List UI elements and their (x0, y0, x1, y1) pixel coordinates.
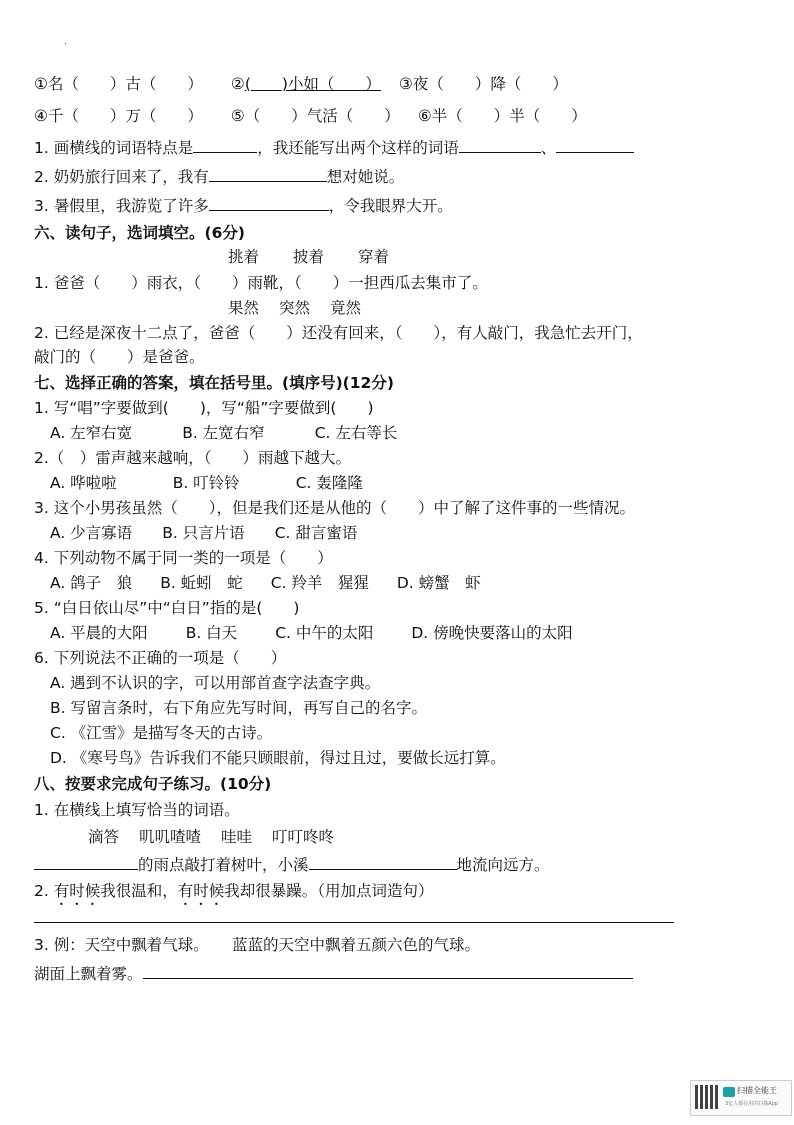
word-option: 果然 (228, 299, 260, 317)
s7-q1-options (50, 422, 397, 444)
word-option: 叽叽喳喳 (139, 828, 202, 846)
option-a: A. 鸽子 狼 (50, 574, 133, 592)
section-8-title: 八、按要求完成句子练习。(10分) (34, 775, 272, 793)
s8-q3-prompt: 湖面上飘着雾。 (34, 965, 143, 983)
s8-q1-text-a: 的雨点敲打着树叶，小溪 (138, 856, 309, 874)
s8-word-bank (88, 826, 334, 848)
s8-q3-line (34, 962, 633, 985)
option-b: B. 只言片语 (162, 524, 245, 542)
word-option: 竟然 (330, 299, 362, 317)
word-option: 哇哇 (221, 828, 253, 846)
s7-question-6: 6. 下列说法不正确的一项是（ ） (34, 649, 287, 667)
word-option: 挑着 (228, 248, 260, 266)
option-c: C. 甜言蜜语 (274, 524, 358, 542)
word-option: 叮叮咚咚 (272, 828, 335, 846)
s7-q3-options (50, 522, 357, 544)
option-b: B. 叮铃铃 (172, 474, 240, 492)
s7-q6-option-b: B. 写留言条时，右下角应先写时间，再写自己的名字。 (50, 699, 427, 717)
scanner-watermark (690, 1080, 792, 1116)
word-bank-1 (228, 246, 389, 268)
section-6-sentence-1: 1. 爸爸（ ）雨衣，（ ）雨靴，（ ）一担西瓜去集市了。 (34, 274, 488, 292)
idiom-group-4: ④千（ ）万（ ） (34, 107, 203, 125)
q5-question-1 (34, 136, 634, 159)
option-b: B. 蚯蚓 蛇 (160, 574, 243, 592)
option-c: C. 羚羊 猩猩 (270, 574, 369, 592)
q5-q1-text-a: 1. 画横线的词语特点是 (34, 139, 194, 157)
blank-line[interactable] (459, 136, 541, 153)
dotted-word: 有时候 (177, 882, 225, 900)
idiom-group-2: ( )小如（ ） (244, 75, 381, 93)
section-7-title: 七、选择正确的答案，填在括号里。(填序号)(12分) (34, 374, 394, 392)
q5-q1-text-b: ，我还能写出两个这样的词语 (257, 139, 459, 157)
scanner-app-tagline: 3亿人都在用的扫描App (725, 1101, 778, 1107)
idiom-row-2 (34, 105, 587, 127)
qr-code-icon (695, 1085, 719, 1109)
word-option: 滴答 (88, 828, 120, 846)
s7-q2-options (50, 472, 363, 494)
s8-q1-fill-line (34, 853, 550, 876)
section-6-sentence-2b: 敲门的（ ）是爸爸。 (34, 348, 205, 366)
blank-line[interactable] (193, 136, 257, 153)
option-d: D. 傍晚快要落山的太阳 (411, 624, 573, 642)
s7-q5-options (50, 622, 573, 644)
scanner-app-icon (723, 1087, 735, 1097)
blank-line[interactable] (309, 853, 457, 870)
section-6-title: 六、读句子，选词填空。(6分) (34, 224, 245, 242)
q5-q3-text-a: 3. 暑假里，我游览了许多 (34, 197, 209, 215)
option-b: B. 白天 (185, 624, 238, 642)
section-6-sentence-2a: 2. 已经是深夜十二点了，爸爸（ ）还没有回来，（ ），有人敲门，我急忙去开门， (34, 324, 643, 342)
option-a: A. 平晨的大阳 (50, 624, 148, 642)
s7-question-3: 3. 这个小男孩虽然（ ），但是我们还是从他的（ ）中了解了这件事的一些情况。 (34, 499, 635, 517)
q5-question-3 (34, 194, 453, 217)
idiom-group-1: ①名（ ）古（ ） (34, 75, 203, 93)
idiom-group-5: ⑤（ ）气活（ ） (230, 107, 400, 125)
word-option: 突然 (279, 299, 311, 317)
scanner-app-name: 扫描全能王 (737, 1086, 777, 1095)
s7-question-1: 1. 写“唱”字要做到( )，写“船”字要做到( ) (34, 399, 374, 417)
s7-q4-options (50, 572, 481, 594)
idiom-group-6: ⑥半（ ）半（ ） (417, 107, 587, 125)
idiom-row-1 (34, 73, 568, 95)
option-d: D. 螃蟹 虾 (396, 574, 481, 592)
s8-question-1: 1. 在横线上填写恰当的词语。 (34, 801, 240, 819)
option-c: C. 轰隆隆 (295, 474, 363, 492)
word-bank-2 (228, 297, 361, 319)
blank-line[interactable] (209, 165, 327, 182)
blank-line[interactable] (556, 136, 634, 153)
word-option: 披着 (293, 248, 325, 266)
s7-question-4: 4. 下列动物不属于同一类的一项是（ ） (34, 549, 333, 567)
s7-q6-option-d: D. 《寒号鸟》告诉我们不能只顾眼前，得过且过，要做长远打算。 (50, 749, 506, 767)
idiom-group-3: ③夜（ ）降（ ） (398, 75, 568, 93)
word-option: 穿着 (358, 248, 390, 266)
option-b: B. 左宽右窄 (182, 424, 265, 442)
blank-line[interactable] (209, 194, 329, 211)
s7-q6-option-a: A. 遇到不认识的字，可以用部首查字法查字典。 (50, 674, 381, 692)
q5-q1-text-c: 、 (540, 139, 557, 157)
s7-question-2: 2.（ ）雷声越来越响，（ ）雨越下越大。 (34, 449, 352, 467)
s8-q2-text-c: 我却很暴躁。（用加点词造句） (224, 882, 434, 900)
idiom-group-2-prefix: ② (230, 75, 245, 93)
option-a: A. 哗啦啦 (50, 474, 117, 492)
s8-q1-text-b: 地流向远方。 (456, 856, 550, 874)
dotted-word: 有时候 (53, 882, 101, 900)
answer-line[interactable] (34, 922, 674, 923)
s7-q6-option-c: C. 《江雪》是描写冬天的古诗。 (50, 724, 273, 742)
option-a: A. 左窄右宽 (50, 424, 133, 442)
s8-question-3: 3. 例：天空中飘着气球。 蓝蓝的天空中飘着五颜六色的气球。 (34, 936, 480, 954)
q5-q2-text-a: 2. 奶奶旅行回来了，我有 (34, 168, 209, 186)
s7-question-5: 5. “白日依山尽”中“白日”指的是( ) (34, 599, 300, 617)
q5-q3-text-b: ，令我眼界大开。 (328, 197, 453, 215)
q5-question-2 (34, 165, 404, 188)
stray-mark: · (64, 39, 68, 50)
option-c: C. 左右等长 (314, 424, 398, 442)
blank-line[interactable] (34, 853, 138, 870)
s8-question-2 (34, 880, 434, 909)
option-a: A. 少言寡语 (50, 524, 133, 542)
option-c: C. 中午的太阳 (275, 624, 374, 642)
s8-q2-text-b: 我很温和， (100, 882, 178, 900)
s8-q2-num: 2. (34, 882, 54, 900)
q5-q2-text-b: 想对她说。 (326, 168, 405, 186)
blank-line[interactable] (143, 962, 633, 979)
